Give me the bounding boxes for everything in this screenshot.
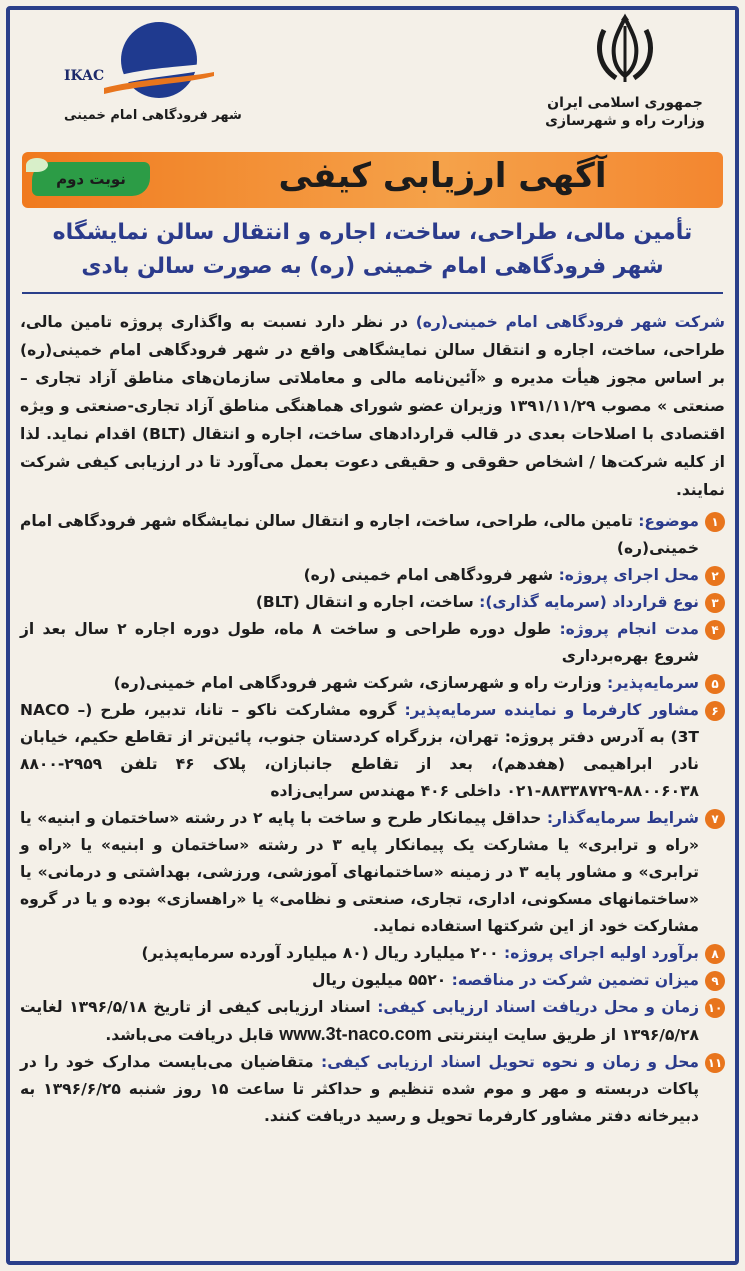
ikac-logo-text: IKAC (64, 68, 105, 84)
item-value: حداقل پیمانکار طرح و ساخت با پایه ۲ در رشته «ساختمان و ابنیه» یا «راه و ترابری» یا مشارکت یک پیمانکار پایه ۳ در رشته «ساختمان و ابنیه» یا «راه و ترابری» و مشاور پایه ۳ در زمینه «ساختمانهای آموزشی، ورزشی، بهداشتی و درمانی» یا «ساختمانهای مسکونی، اداری، تجاری، صنعتی و نظامی» یا «راهسازی» بوده و یا در گروه مشارکت خود از این شرکتها استفاده نماید. (20, 809, 700, 935)
list-item (20, 967, 725, 994)
list-item (20, 670, 725, 697)
item-label: مدت انجام پروژه: (559, 620, 699, 638)
item-number: ۱۰ (705, 998, 725, 1018)
list-item (20, 940, 725, 967)
item-number: ۳ (705, 593, 725, 613)
item-label: برآورد اولیه اجرای پروژه: (504, 944, 699, 962)
list-item (20, 562, 725, 589)
item-number: ۴ (705, 620, 725, 640)
item-label: محل و زمان و نحوه تحویل اسناد ارزیابی کیفی: (321, 1053, 700, 1071)
iran-emblem-icon (590, 12, 660, 90)
item-value-after: قابل دریافت می‌باشد. (105, 1026, 280, 1044)
item-value: متقاضیان می‌بایست مدارک خود را در پاکات دربسته و مهر و موم شده تنظیم و حداکثر تا ساعت ۱۵ روز شنبه ۱۳۹۶/۶/۲۵ به دبیرخانه دفتر مشاور کارفرما تحویل و رسید دریافت کنند. (20, 1053, 700, 1125)
item-label: نوع قرارداد (سرمایه گذاری): (479, 593, 699, 611)
item-number: ۹ (705, 971, 725, 991)
website-link[interactable]: www.3t-naco.com (279, 1024, 432, 1044)
list-item (20, 589, 725, 616)
item-number: ۸ (705, 944, 725, 964)
ikac-logo-icon (64, 18, 214, 108)
second-notice-badge (32, 162, 150, 196)
subtitle (22, 216, 723, 294)
list-item (20, 994, 725, 1049)
ikac-logo-block (24, 12, 254, 132)
item-label: سرمایه‌پذیر: (607, 674, 699, 692)
ikac-subtitle: شهر فرودگاهی امام خمینی (64, 108, 242, 123)
content (14, 12, 731, 1259)
list-item (20, 697, 725, 805)
item-value: گروه مشارکت ناکو – تانا، تدبیر، طرح (NACO – 3T) به آدرس دفتر پروژه: تهران، بزرگراه کردستان جنوب، پائین‌تر از تقاطع حکیم، خیابان نادر ابراهیمی (هفدهم)، بعد از تقاطع جانبازان، پلاک ۴۶ تلفن ۲۹۵۹-۸۸۰۰ ۸۸۰۰۶۰۳۸-۸۸۳۳۸۷۲۹-۰۲۱ داخلی ۴۰۶ مهندس سرایی‌زاده (20, 701, 699, 800)
item-value: طول دوره طراحی و ساخت ۸ ماه، طول دوره اجاره ۲ سال بعد از شروع بهره‌برداری (20, 620, 699, 665)
item-label: شرایط سرمایه‌گذار: (546, 809, 700, 827)
item-label: زمان و محل دریافت اسناد ارزیابی کیفی: (377, 998, 699, 1016)
item-number: ۵ (705, 674, 725, 694)
ministry-line-1: جمهوری اسلامی ایران (547, 95, 703, 111)
ministry-block (525, 12, 725, 130)
item-value: ساخت، اجاره و انتقال (BLT) (255, 593, 480, 611)
intro-lead: شرکت شهر فرودگاهی امام خمینی(ره) (415, 313, 725, 331)
item-label: میزان تضمین شرکت در مناقصه: (451, 971, 699, 989)
item-value: اسناد ارزیابی کیفی از تاریخ ۱۳۹۶/۵/۱۸ لغایت ۱۳۹۶/۵/۲۸ از طریق سایت اینترنتی (20, 998, 699, 1044)
item-value: وزارت راه و شهرسازی، شرکت شهر فرودگاهی امام خمینی(ره) (113, 674, 608, 692)
item-value: ۵۵۲۰ میلیون ریال (312, 971, 452, 989)
items-list (20, 508, 725, 1130)
list-item (20, 616, 725, 670)
intro-paragraph (20, 308, 725, 504)
item-number: ۲ (705, 566, 725, 586)
item-label: محل اجرای پروژه: (558, 566, 699, 584)
page-title: آگهی ارزیابی کیفی (278, 156, 607, 196)
item-label: مشاور کارفرما و نماینده سرمایه‌پذیر: (404, 701, 699, 719)
item-number: ۶ (705, 701, 725, 721)
item-number: ۱۱ (705, 1053, 725, 1073)
badge-label: نوبت دوم (56, 170, 126, 188)
item-label: موضوع: (638, 512, 699, 530)
leaf-icon (26, 158, 48, 172)
item-number: ۱ (705, 512, 725, 532)
subtitle-line-2: شهر فرودگاهی امام خمینی (ره) به صورت سالن بادی (81, 254, 664, 279)
ministry-line-2: وزارت راه و شهرسازی (545, 113, 705, 129)
item-value: ۲۰۰ میلیارد ریال (۸۰ میلیارد آورده سرمایه‌پذیر) (141, 944, 505, 962)
header (14, 12, 731, 150)
list-item (20, 1049, 725, 1130)
list-item (20, 805, 725, 940)
item-number: ۷ (705, 809, 725, 829)
item-value: تامین مالی، طراحی، ساخت، اجاره و انتقال سالن نمایشگاه شهر فرودگاهی امام خمینی(ره) (20, 512, 699, 557)
title-banner (22, 152, 723, 208)
item-value: شهر فرودگاهی امام خمینی (ره) (303, 566, 559, 584)
intro-text: در نظر دارد نسبت به واگذاری پروژه تامین مالی، طراحی، ساخت، اجاره و انتقال سالن نمایشگاهی واقع در شهر فرودگاهی امام خمینی(ره) بر اساس مجوز هیأت مدیره و «آئین‌نامه مالی و معاملاتی سازمان‌های مناطق آزاد تجاری – صنعتی » مصوب ۱۳۹۱/۱۱/۲۹ وزیران عضو شورای هماهنگی مناطق آزاد تجاری-صنعتی و ویژه اقتصادی با اصلاحات بعدی در قالب قراردادهای ساخت، اجاره و انتقال (BLT) اقدام نماید. لذا از کلیه شرکت‌ها / اشخاص حقوقی و حقیقی دعوت بعمل می‌آورد تا در ارزیابی کیفی شرکت نمایند. (20, 313, 725, 499)
list-item (20, 508, 725, 562)
subtitle-line-1: تأمین مالی، طراحی، ساخت، اجاره و انتقال سالن نمایشگاه (52, 220, 693, 245)
